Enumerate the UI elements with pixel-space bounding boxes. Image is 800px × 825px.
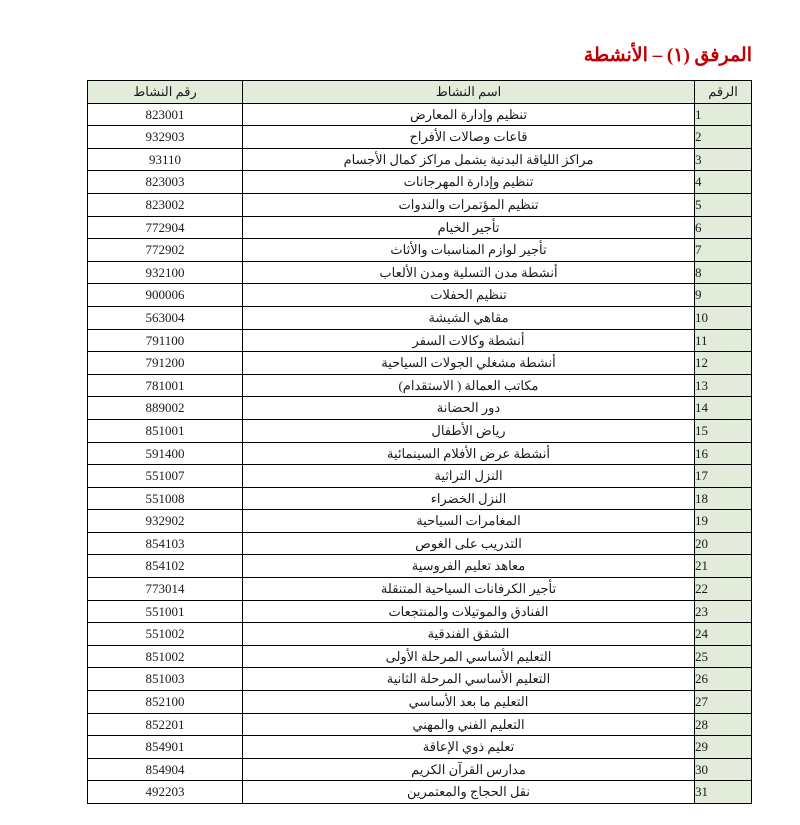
cell-activity-name: التعليم الفني والمهني xyxy=(243,713,695,736)
cell-number: 31 xyxy=(695,781,752,804)
cell-activity-code: 854102 xyxy=(88,555,243,578)
cell-activity-name: مكاتب العمالة ( الاستقدام) xyxy=(243,374,695,397)
cell-number: 7 xyxy=(695,239,752,262)
cell-activity-name: قاعات وصالات الأفراح xyxy=(243,126,695,149)
cell-number: 4 xyxy=(695,171,752,194)
cell-activity-code: 551001 xyxy=(88,600,243,623)
cell-activity-name: أنشطة مشغلي الجولات السياحية xyxy=(243,352,695,375)
cell-number: 13 xyxy=(695,374,752,397)
cell-activity-name: المغامرات السياحية xyxy=(243,510,695,533)
cell-activity-code: 932100 xyxy=(88,261,243,284)
table-row xyxy=(88,510,752,533)
column-header-activity-name: اسم النشاط xyxy=(243,81,695,104)
cell-activity-code: 772904 xyxy=(88,216,243,239)
cell-activity-name: معاهد تعليم الفروسية xyxy=(243,555,695,578)
table-row xyxy=(88,600,752,623)
cell-activity-name: تأجير لوازم المناسبات والأثاث xyxy=(243,239,695,262)
table-row xyxy=(88,374,752,397)
activities-table-container xyxy=(88,80,752,804)
table-header-row xyxy=(88,81,752,104)
cell-activity-name: أنشطة وكالات السفر xyxy=(243,329,695,352)
table-row xyxy=(88,736,752,759)
cell-number: 12 xyxy=(695,352,752,375)
cell-number: 25 xyxy=(695,645,752,668)
cell-activity-name: مدارس القرآن الكريم xyxy=(243,758,695,781)
cell-activity-name: مراكز اللياقة البدنية يشمل مراكز كمال الأجسام xyxy=(243,148,695,171)
cell-number: 23 xyxy=(695,600,752,623)
cell-number: 8 xyxy=(695,261,752,284)
cell-activity-code: 492203 xyxy=(88,781,243,804)
cell-activity-name: التعليم الأساسي المرحلة الثانية xyxy=(243,668,695,691)
table-body xyxy=(88,103,752,803)
cell-activity-name: تأجير الخيام xyxy=(243,216,695,239)
cell-activity-name: مقاهي الشيشة xyxy=(243,306,695,329)
cell-activity-code: 852100 xyxy=(88,691,243,714)
cell-number: 11 xyxy=(695,329,752,352)
cell-activity-name: تنظيم وإدارة المهرجانات xyxy=(243,171,695,194)
cell-number: 6 xyxy=(695,216,752,239)
table-row xyxy=(88,419,752,442)
table-row xyxy=(88,216,752,239)
cell-activity-code: 854904 xyxy=(88,758,243,781)
cell-activity-name: نقل الحجاج والمعتمرين xyxy=(243,781,695,804)
cell-activity-code: 781001 xyxy=(88,374,243,397)
cell-number: 24 xyxy=(695,623,752,646)
cell-number: 19 xyxy=(695,510,752,533)
cell-activity-name: تعليم ذوي الإعاقة xyxy=(243,736,695,759)
cell-number: 17 xyxy=(695,465,752,488)
cell-number: 21 xyxy=(695,555,752,578)
cell-number: 3 xyxy=(695,148,752,171)
table-row xyxy=(88,465,752,488)
cell-activity-name: التعليم الأساسي المرحلة الأولى xyxy=(243,645,695,668)
table-row xyxy=(88,148,752,171)
cell-activity-name: أنشطة مدن التسلية ومدن الألعاب xyxy=(243,261,695,284)
cell-activity-code: 889002 xyxy=(88,397,243,420)
cell-activity-code: 551008 xyxy=(88,487,243,510)
cell-activity-name: الفنادق والموتيلات والمنتجعات xyxy=(243,600,695,623)
cell-activity-code: 932903 xyxy=(88,126,243,149)
cell-number: 5 xyxy=(695,193,752,216)
cell-activity-name: تنظيم المؤتمرات والندوات xyxy=(243,193,695,216)
cell-number: 1 xyxy=(695,103,752,126)
table-row xyxy=(88,306,752,329)
cell-activity-code: 772902 xyxy=(88,239,243,262)
table-row xyxy=(88,487,752,510)
cell-activity-code: 823001 xyxy=(88,103,243,126)
table-row xyxy=(88,532,752,555)
cell-number: 14 xyxy=(695,397,752,420)
cell-number: 27 xyxy=(695,691,752,714)
cell-activity-code: 551007 xyxy=(88,465,243,488)
cell-activity-name: التدريب على الغوص xyxy=(243,532,695,555)
column-header-number: الرقم xyxy=(695,81,752,104)
table-row xyxy=(88,171,752,194)
table-row xyxy=(88,239,752,262)
cell-activity-name: دور الحضانة xyxy=(243,397,695,420)
cell-activity-name: رياض الأطفال xyxy=(243,419,695,442)
cell-number: 16 xyxy=(695,442,752,465)
table-row xyxy=(88,397,752,420)
cell-activity-code: 563004 xyxy=(88,306,243,329)
table-row xyxy=(88,352,752,375)
table-row xyxy=(88,126,752,149)
table-header xyxy=(88,81,752,104)
table-row xyxy=(88,623,752,646)
table-row xyxy=(88,781,752,804)
column-header-activity-code: رقم النشاط xyxy=(88,81,243,104)
table-row xyxy=(88,261,752,284)
table-row xyxy=(88,193,752,216)
cell-activity-name: تأجير الكرفانات السياحية المتنقلة xyxy=(243,578,695,601)
cell-activity-name: أنشطة عرض الأفلام السينمائية xyxy=(243,442,695,465)
cell-activity-code: 791200 xyxy=(88,352,243,375)
table-row xyxy=(88,578,752,601)
page-title: المرفق (١) – الأنشطة xyxy=(583,45,752,66)
cell-activity-name: النزل التراثية xyxy=(243,465,695,488)
cell-activity-code: 900006 xyxy=(88,284,243,307)
cell-number: 28 xyxy=(695,713,752,736)
cell-number: 2 xyxy=(695,126,752,149)
cell-activity-name: التعليم ما بعد الأساسي xyxy=(243,691,695,714)
cell-number: 18 xyxy=(695,487,752,510)
cell-activity-code: 852201 xyxy=(88,713,243,736)
table-row xyxy=(88,713,752,736)
table-row xyxy=(88,668,752,691)
cell-number: 22 xyxy=(695,578,752,601)
table-row xyxy=(88,329,752,352)
cell-activity-code: 851003 xyxy=(88,668,243,691)
cell-activity-code: 591400 xyxy=(88,442,243,465)
cell-activity-code: 773014 xyxy=(88,578,243,601)
cell-activity-name: تنظيم وإدارة المعارض xyxy=(243,103,695,126)
cell-number: 30 xyxy=(695,758,752,781)
cell-activity-name: تنظيم الحفلات xyxy=(243,284,695,307)
cell-number: 15 xyxy=(695,419,752,442)
cell-activity-code: 823002 xyxy=(88,193,243,216)
table-row xyxy=(88,284,752,307)
cell-activity-code: 851002 xyxy=(88,645,243,668)
cell-activity-name: النزل الخضراء xyxy=(243,487,695,510)
cell-number: 9 xyxy=(695,284,752,307)
cell-number: 29 xyxy=(695,736,752,759)
cell-activity-code: 854103 xyxy=(88,532,243,555)
table-row xyxy=(88,691,752,714)
table-row xyxy=(88,645,752,668)
cell-activity-name: الشقق الفندقية xyxy=(243,623,695,646)
cell-activity-code: 854901 xyxy=(88,736,243,759)
cell-number: 20 xyxy=(695,532,752,555)
table-row xyxy=(88,103,752,126)
cell-number: 10 xyxy=(695,306,752,329)
activities-table xyxy=(87,80,752,804)
cell-activity-code: 791100 xyxy=(88,329,243,352)
table-row xyxy=(88,758,752,781)
cell-activity-code: 932902 xyxy=(88,510,243,533)
table-row xyxy=(88,555,752,578)
cell-activity-code: 93110 xyxy=(88,148,243,171)
table-row xyxy=(88,442,752,465)
cell-activity-code: 851001 xyxy=(88,419,243,442)
cell-number: 26 xyxy=(695,668,752,691)
cell-activity-code: 551002 xyxy=(88,623,243,646)
cell-activity-code: 823003 xyxy=(88,171,243,194)
